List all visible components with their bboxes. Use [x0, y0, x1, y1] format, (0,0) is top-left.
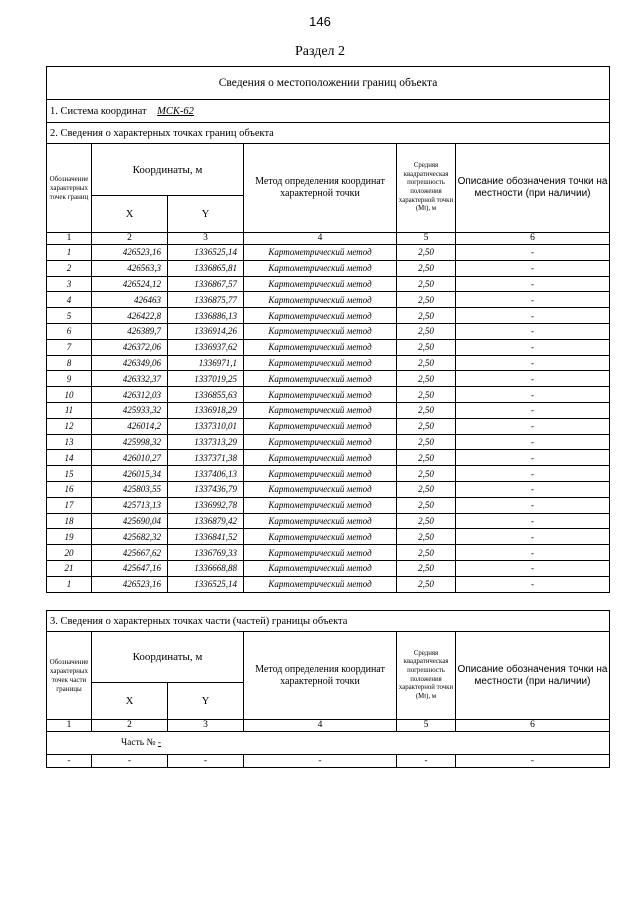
col-method-header: Метод определения координат характерной точки: [244, 144, 397, 233]
part-value: -: [157, 738, 162, 748]
table-row: [47, 308, 610, 324]
x-coordinate-cell: 426332,37: [92, 371, 168, 387]
coord-system-value: МСК-62: [157, 105, 194, 117]
description-cell: -: [456, 529, 610, 545]
accuracy-cell: 2,50: [397, 387, 456, 403]
accuracy-cell: 2,50: [397, 276, 456, 292]
empty-row: [47, 755, 610, 768]
coord-system-label: 1. Система координат: [50, 105, 147, 117]
y-coordinate-cell: 1337371,38: [168, 450, 244, 466]
table-row: [47, 402, 610, 418]
x-coordinate-cell: 426523,16: [92, 576, 168, 592]
description-cell: -: [456, 387, 610, 403]
y-coordinate-cell: 1336937,62: [168, 339, 244, 355]
x-coordinate-cell: 425998,32: [92, 434, 168, 450]
col-number: 1: [47, 720, 92, 732]
x-coordinate-cell: 426524,12: [92, 276, 168, 292]
point-number-cell: 14: [47, 450, 92, 466]
description-cell: -: [456, 560, 610, 576]
y-coordinate-cell: 1336879,42: [168, 513, 244, 529]
table-row: [47, 245, 610, 261]
coord-system-row: [47, 100, 610, 123]
section-title: Раздел 2: [294, 44, 346, 59]
table-row: [47, 323, 610, 339]
point-number-cell: 3: [47, 276, 92, 292]
description-cell: -: [456, 339, 610, 355]
y-coordinate-cell: 1337436,79: [168, 481, 244, 497]
accuracy-cell: 2,50: [397, 545, 456, 561]
accuracy-cell: 2,50: [397, 339, 456, 355]
table-row: [47, 418, 610, 434]
col-number: 3: [168, 233, 244, 245]
x-coordinate-cell: 425647,16: [92, 560, 168, 576]
x-coordinate-cell: 425803,55: [92, 481, 168, 497]
point-number-cell: 5: [47, 308, 92, 324]
accuracy-cell: 2,50: [397, 560, 456, 576]
description-cell: -: [456, 513, 610, 529]
description-cell: -: [456, 450, 610, 466]
sec3-title: 3. Сведения о характерных точках части (частей) границы объекта: [47, 611, 610, 632]
x-coordinate-cell: 426463: [92, 292, 168, 308]
table-row: [47, 466, 610, 482]
method-cell: Картометрический метод: [244, 355, 397, 371]
x-coordinate-cell: 426372,06: [92, 339, 168, 355]
empty-cell: -: [456, 755, 610, 768]
x-coordinate-cell: 425713,13: [92, 497, 168, 513]
table-row: [47, 576, 610, 592]
table-title: Сведения о местоположении границ объекта: [47, 67, 610, 100]
method-cell: Картометрический метод: [244, 434, 397, 450]
y-coordinate-cell: 1336875,77: [168, 292, 244, 308]
page-number: 146: [309, 14, 331, 29]
y-coordinate-cell: 1336914,26: [168, 323, 244, 339]
col-number-row: [47, 233, 610, 245]
x-coordinate-cell: 426422,8: [92, 308, 168, 324]
point-number-cell: 11: [47, 402, 92, 418]
col-number-row: [47, 720, 610, 732]
accuracy-cell: 2,50: [397, 576, 456, 592]
method-cell: Картометрический метод: [244, 481, 397, 497]
accuracy-cell: 2,50: [397, 355, 456, 371]
accuracy-cell: 2,50: [397, 513, 456, 529]
description-cell: -: [456, 466, 610, 482]
method-cell: Картометрический метод: [244, 339, 397, 355]
point-number-cell: 12: [47, 418, 92, 434]
x-coordinate-cell: 426015,34: [92, 466, 168, 482]
accuracy-cell: 2,50: [397, 418, 456, 434]
point-number-cell: 1: [47, 576, 92, 592]
description-cell: -: [456, 434, 610, 450]
method-cell: Картометрический метод: [244, 292, 397, 308]
description-cell: -: [456, 276, 610, 292]
col-coords-header: Координаты, м: [92, 144, 244, 196]
part-label: Часть №: [121, 738, 156, 748]
method-cell: Картометрический метод: [244, 450, 397, 466]
method-cell: Картометрический метод: [244, 260, 397, 276]
col-number: 2: [92, 233, 168, 245]
x-coordinate-cell: 425667,62: [92, 545, 168, 561]
sec3-title-row: [47, 611, 610, 632]
description-cell: -: [456, 260, 610, 276]
method-cell: Картометрический метод: [244, 402, 397, 418]
description-cell: -: [456, 545, 610, 561]
method-cell: Картометрический метод: [244, 513, 397, 529]
point-number-cell: 15: [47, 466, 92, 482]
x-coordinate-cell: 425933,32: [92, 402, 168, 418]
table-row: [47, 513, 610, 529]
method-cell: Картометрический метод: [244, 371, 397, 387]
method-cell: Картометрический метод: [244, 560, 397, 576]
method-cell: Картометрический метод: [244, 245, 397, 261]
points-body: [47, 245, 610, 593]
table-row: [47, 387, 610, 403]
table-row: [47, 450, 610, 466]
table-row: [47, 545, 610, 561]
accuracy-cell: 2,50: [397, 434, 456, 450]
point-number-cell: 19: [47, 529, 92, 545]
table-row: [47, 497, 610, 513]
col-y-header: Y: [168, 683, 244, 720]
table-title-row: [47, 67, 610, 100]
table-row: [47, 371, 610, 387]
boundary-table: [46, 66, 610, 593]
point-number-cell: 13: [47, 434, 92, 450]
point-number-cell: 16: [47, 481, 92, 497]
col-number: 6: [456, 720, 610, 732]
col-method-header: Метод определения координат характерной точки: [244, 632, 397, 720]
x-coordinate-cell: 426014,2: [92, 418, 168, 434]
x-coordinate-cell: 426312,03: [92, 387, 168, 403]
col-x-header: X: [92, 196, 168, 233]
parts-table: [46, 610, 610, 768]
method-cell: Картометрический метод: [244, 497, 397, 513]
point-number-cell: 1: [47, 245, 92, 261]
description-cell: -: [456, 576, 610, 592]
accuracy-cell: 2,50: [397, 260, 456, 276]
col-number: 3: [168, 720, 244, 732]
col-number: 4: [244, 720, 397, 732]
col-coords-header: Координаты, м: [92, 632, 244, 683]
point-number-cell: 20: [47, 545, 92, 561]
y-coordinate-cell: 1336992,78: [168, 497, 244, 513]
table-row: [47, 260, 610, 276]
x-coordinate-cell: 425682,32: [92, 529, 168, 545]
col-accuracy-header: Средняя квадратическая погрешность положения характерной точки (Мt), м: [397, 632, 456, 720]
description-cell: -: [456, 355, 610, 371]
description-cell: -: [456, 481, 610, 497]
description-cell: -: [456, 497, 610, 513]
method-cell: Картометрический метод: [244, 308, 397, 324]
empty-cell: -: [92, 755, 168, 768]
empty-cell: -: [168, 755, 244, 768]
part-row: [47, 732, 610, 755]
table-row: [47, 529, 610, 545]
sec2-title: 2. Сведения о характерных точках границ объекта: [47, 123, 610, 144]
table-row: [47, 481, 610, 497]
point-number-cell: 4: [47, 292, 92, 308]
col-desc-header: Описание обозначения точки на местности (при наличии): [456, 632, 610, 720]
accuracy-cell: 2,50: [397, 450, 456, 466]
y-coordinate-cell: 1336525,14: [168, 576, 244, 592]
y-coordinate-cell: 1336886,13: [168, 308, 244, 324]
empty-cell: -: [47, 755, 92, 768]
point-number-cell: 7: [47, 339, 92, 355]
y-coordinate-cell: 1336867,57: [168, 276, 244, 292]
method-cell: Картометрический метод: [244, 418, 397, 434]
table-row: [47, 339, 610, 355]
col-desc-header: Описание обозначения точки на местности (при наличии): [456, 144, 610, 233]
accuracy-cell: 2,50: [397, 308, 456, 324]
point-number-cell: 17: [47, 497, 92, 513]
accuracy-cell: 2,50: [397, 371, 456, 387]
y-coordinate-cell: 1336769,33: [168, 545, 244, 561]
accuracy-cell: 2,50: [397, 323, 456, 339]
description-cell: -: [456, 308, 610, 324]
method-cell: Картометрический метод: [244, 387, 397, 403]
col-point-header: Обозначение характерных точек границ: [47, 144, 92, 233]
point-number-cell: 18: [47, 513, 92, 529]
col-accuracy-header: Средняя квадратическая погрешность положения характерной точки (Мt), м: [397, 144, 456, 233]
y-coordinate-cell: 1336855,63: [168, 387, 244, 403]
description-cell: -: [456, 292, 610, 308]
description-cell: -: [456, 418, 610, 434]
method-cell: Картометрический метод: [244, 529, 397, 545]
y-coordinate-cell: 1337019,25: [168, 371, 244, 387]
method-cell: Картометрический метод: [244, 545, 397, 561]
accuracy-cell: 2,50: [397, 497, 456, 513]
col-number: 5: [397, 720, 456, 732]
col-point-header: Обозначение характерных точек части границы: [47, 632, 92, 720]
col-number: 4: [244, 233, 397, 245]
table-row: [47, 434, 610, 450]
table-row: [47, 276, 610, 292]
sec2-title-row: [47, 123, 610, 144]
y-coordinate-cell: 1336865,81: [168, 260, 244, 276]
accuracy-cell: 2,50: [397, 529, 456, 545]
col-number: 1: [47, 233, 92, 245]
x-coordinate-cell: 426523,16: [92, 245, 168, 261]
empty-cell: -: [244, 755, 397, 768]
x-coordinate-cell: 426563,3: [92, 260, 168, 276]
description-cell: -: [456, 371, 610, 387]
point-number-cell: 10: [47, 387, 92, 403]
point-number-cell: 9: [47, 371, 92, 387]
accuracy-cell: 2,50: [397, 466, 456, 482]
x-coordinate-cell: 425690,04: [92, 513, 168, 529]
description-cell: -: [456, 323, 610, 339]
col-x-header: X: [92, 683, 168, 720]
accuracy-cell: 2,50: [397, 402, 456, 418]
col-number: 6: [456, 233, 610, 245]
method-cell: Картометрический метод: [244, 466, 397, 482]
accuracy-cell: 2,50: [397, 481, 456, 497]
y-coordinate-cell: 1337310,01: [168, 418, 244, 434]
point-number-cell: 6: [47, 323, 92, 339]
empty-cell: -: [397, 755, 456, 768]
point-number-cell: 2: [47, 260, 92, 276]
col-number: 2: [92, 720, 168, 732]
y-coordinate-cell: 1336971,1: [168, 355, 244, 371]
table-row: [47, 355, 610, 371]
y-coordinate-cell: 1336918,29: [168, 402, 244, 418]
y-coordinate-cell: 1336841,52: [168, 529, 244, 545]
x-coordinate-cell: 426389,7: [92, 323, 168, 339]
description-cell: -: [456, 245, 610, 261]
method-cell: Картометрический метод: [244, 576, 397, 592]
x-coordinate-cell: 426349,06: [92, 355, 168, 371]
point-number-cell: 8: [47, 355, 92, 371]
col-number: 5: [397, 233, 456, 245]
x-coordinate-cell: 426010,27: [92, 450, 168, 466]
col-y-header: Y: [168, 196, 244, 233]
y-coordinate-cell: 1336668,88: [168, 560, 244, 576]
accuracy-cell: 2,50: [397, 292, 456, 308]
y-coordinate-cell: 1337313,29: [168, 434, 244, 450]
table-row: [47, 292, 610, 308]
description-cell: -: [456, 402, 610, 418]
y-coordinate-cell: 1336525,14: [168, 245, 244, 261]
accuracy-cell: 2,50: [397, 245, 456, 261]
point-number-cell: 21: [47, 560, 92, 576]
table-row: [47, 560, 610, 576]
y-coordinate-cell: 1337406,13: [168, 466, 244, 482]
method-cell: Картометрический метод: [244, 323, 397, 339]
method-cell: Картометрический метод: [244, 276, 397, 292]
